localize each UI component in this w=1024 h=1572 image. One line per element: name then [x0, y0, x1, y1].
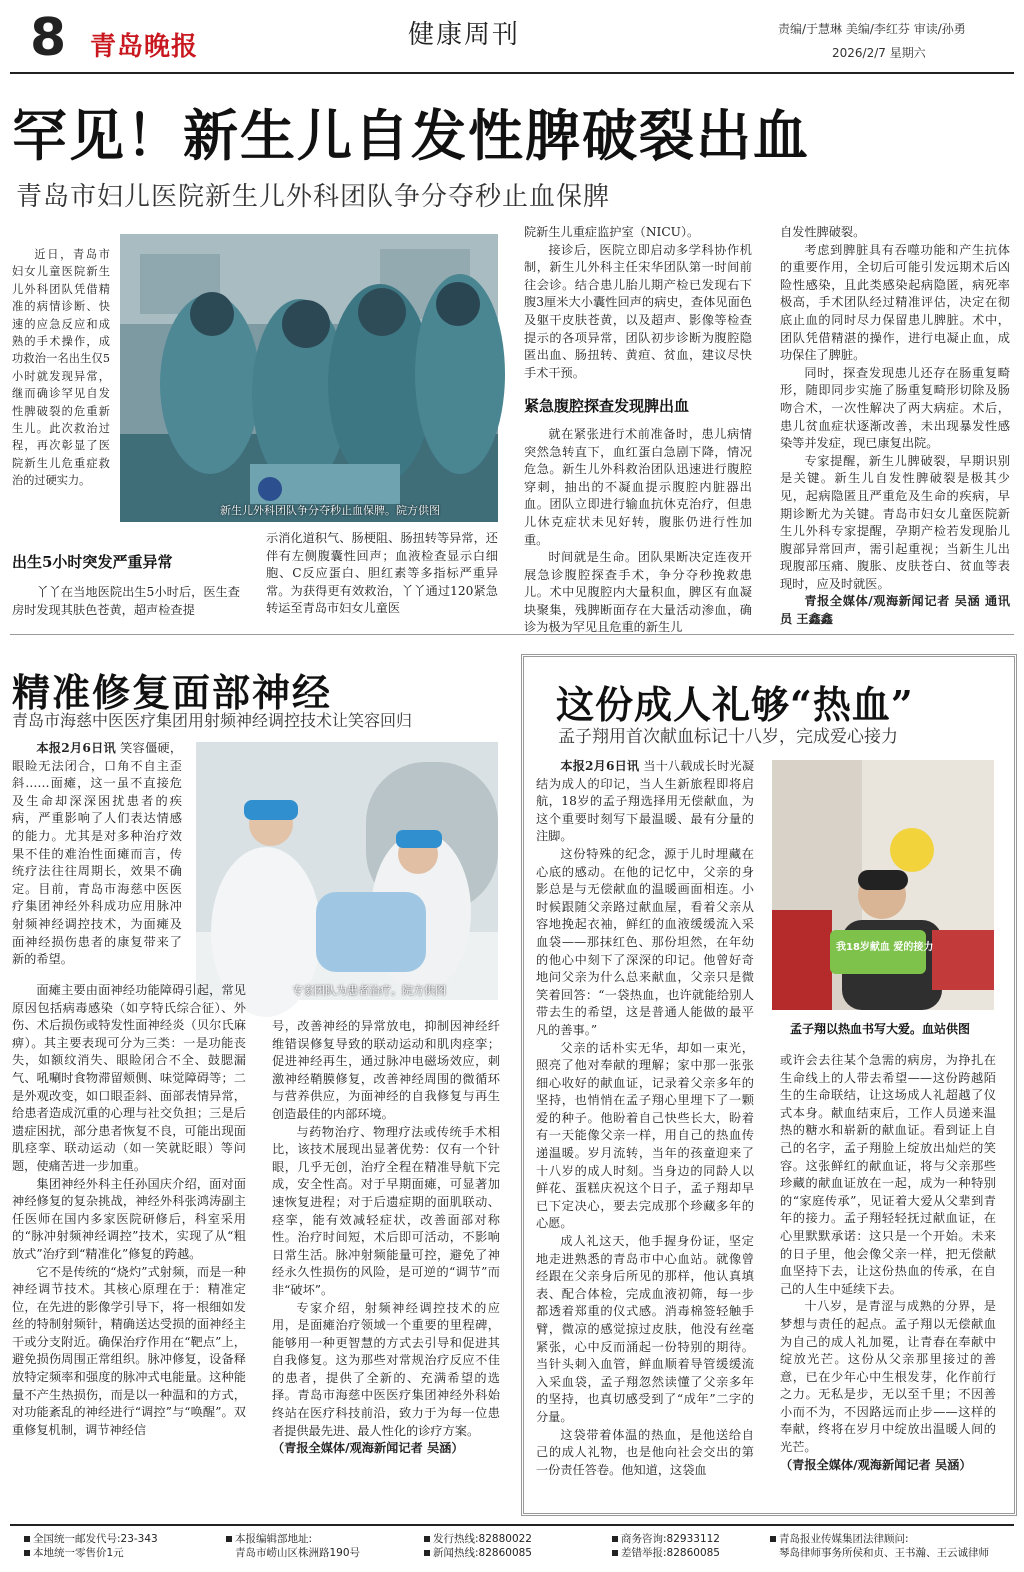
footer-block-1 [24, 1532, 158, 1560]
doctors-treatment-illustration [196, 742, 498, 1000]
article1-column-4-p3: 同时，探查发现患儿还存在肠重复畸形，随即同步实施了肠重复畸形切除及肠吻合术，一次性解决了两大病症。术后，患儿贫血症状逐渐改善，未出现暴发性感染等并发症，现已康复出院。 [780, 365, 1010, 451]
issue-date: 2026/2/7 星期六 [832, 46, 926, 60]
footer-postal-code: 全国统一邮发代号:23-343 [33, 1533, 158, 1545]
article1-column-3-p1: 院新生儿重症监护室（NICU）。 [524, 225, 700, 239]
article2-p3: 集团神经外科主任孙国庆介绍，面对面神经修复的复杂挑战，神经外科张鸿涛副主任医师在国内多家医院研修后，科室采用的“脉冲射频神经调控”技术，实现了从“粗放式”治疗到“精准化”修复的跨越。 [12, 1176, 246, 1261]
footer-distribution-hotline: 发行热线:82880022 [433, 1533, 532, 1545]
article2-photo [196, 742, 498, 1000]
article3-p1 [536, 758, 754, 846]
article2-column-1 [12, 982, 246, 1506]
article3-p5: 这袋带着体温的热血，是他送给自己的成人礼物，也是他向社会交出的第一份责任答卷。他知道，这袋血 [536, 1427, 754, 1477]
article1-column-4 [780, 224, 1010, 627]
article1-subtitle: 青岛市妇儿医院新生儿外科团队争分夺秒止血保脾 [16, 182, 611, 212]
article2-p4: 它不是传统的“烧灼”式射频，而是一种神经调节技术。其核心原理在于：精准定位，在先进的影像学引导下，将一根细如发丝的特制射频针，精确送达受损的面神经主干或分支附近。确保治疗作用在“靶点”上，避免损伤周围正常组织。脉冲修复，设备释放特定频率和强度的脉冲式电能量。这种能量不产生热损伤，而是以一种温和的方式，对功能紊乱的神经进行“调控”与“唤醒”。双重修复机制，调节神经信 [12, 1264, 246, 1437]
article3-col2-p1: 或许会去往某个急需的病房，为挣扎在生命线上的人带去希望——这份跨越陌生的生命联结，让这场成人礼超越了仪式本身。献血结束后，工作人员递来温热的糖水和崭新的献血证。看到证上自己的名字，孟子翔脸上绽放出灿烂的笑容。这张鲜红的献血证，将与父亲那些珍藏的献血证放在一起，成为一种特别的“家庭传承”，见证着大爱从父辈到青年的接力。孟子翔轻轻抚过献血证，在心里默默承诺：这只是一个开始。未来的日子里，他会像父亲一样，把无偿献血坚持下去，让这份热血的传承，在自己的人生中延续下去。 [780, 1053, 996, 1296]
article3-column-1 [536, 758, 754, 1484]
footer-address: 青岛市崂山区株洲路190号 [235, 1547, 361, 1559]
article3-photo-caption: 孟子翔以热血书写大爱。血站供图 [790, 1022, 971, 1036]
article1-column-4-p1: 自发性脾破裂。 [780, 225, 866, 239]
header-rule [10, 72, 1014, 74]
footer-address-label: 本报编辑部地址: [235, 1533, 313, 1545]
article2-col2-p1: 号，改善神经的异常放电，抑制因神经纤维错误修复导致的联动运动和肌肉痉挛；促进神经再生，通过脉冲电磁场效应，刺激神经鞘膜修复，改善神经周围的微循环与营养供应，为面神经的自我修复与再生创造最佳的内部环境。 [272, 1019, 500, 1121]
article3-p4: 成人礼这天，他手握身份证，坚定地走进熟悉的青岛市中心血站。就像曾经跟在父亲身后所见的那样，他认真填表、配合体检，完成血液初筛，每一步都透着郑重的仪式感。消毒棉签轻触手臂，微凉的感觉掠过皮肤，他没有丝毫紧张，心中反而涌起一份特别的期待。当针头刺入血管，鲜血顺着导管缓缓流入采血袋，孟子翔忽然读懂了父亲多年的坚持，也真切感受到了“成年”二字的分量。 [536, 1234, 754, 1424]
article1-subhead-1: 出生5小时突发严重异常 [12, 553, 173, 571]
article1-column-4-p2: 考虑到脾脏具有吞噬功能和产生抗体的重要作用，全切后可能引发远期术后凶险性感染，且此类感染起病隐匿，病死率极高，手术团队经过精准评估，决定在彻底止血的同时尽力保留患儿脾脏。术中，团队凭借精湛的操作，进行电凝止血，成功保住了脾脏。 [780, 242, 1010, 363]
newspaper-brand-logo: 青岛晚报 [90, 32, 199, 62]
article1-photo [120, 234, 498, 522]
article1-column-3-p3: 就在紧张进行术前准备时，患儿病情突然急转直下，血红蛋白急剧下降，情况危急。新生儿外科救治团队迅速进行腹腔穿刺，抽出的不凝血提示腹腔内脏器出血。团队立即进行输血抗休克治疗，但患儿休克症状未见好转，腹胀仍进行性加重。 [524, 426, 752, 547]
article2-col2-p2: 与药物治疗、物理疗法或传统手术相比，该技术展现出显著优势：仅有一个针眼，几乎无创，治疗全程在精准导航下完成，安全性高。对于早期面瘫，可显著加速恢复进程；对于后遗症期的面肌联动、痉挛，能有效减轻症状，改善面部对称性。治疗时间短，术后即可活动，不影响日常生活。脉冲射频能量可控，避免了神经永久性损伤的风险，是可逆的“调节”而非“破坏”。 [272, 1124, 500, 1297]
article1-column-1-text: 丫丫在当地医院出生5小时后，医生查房时发现其肤色苍黄，超声检查提 [12, 585, 240, 617]
article2-p1 [12, 740, 182, 969]
bullet-square-icon [612, 1550, 618, 1556]
article2-column-1-top [12, 740, 182, 980]
article1-headline[interactable]: 罕见！新生儿自发性脾破裂出血 [12, 103, 811, 168]
article3-byline: （青报全媒体/观海新闻记者 吴涵） [780, 1457, 972, 1472]
bullet-square-icon [770, 1536, 776, 1542]
article2-dateline: 本报2月6日讯 [36, 741, 116, 755]
bullet-square-icon [24, 1536, 30, 1542]
bullet-square-icon [424, 1536, 430, 1542]
article-divider [10, 634, 1014, 635]
article3-col2-p2: 十八岁，是青涩与成熟的分界，是梦想与责任的起点。孟子翔以无偿献血为自己的成人礼加冕，让青春在奉献中绽放光芒。这份从父亲那里接过的善意，已在少年心中生根发芽，化作前行之力。无私是步，无以至千里；不因善小而不为，不因路远而止步——这样的奉献，终将在岁月中绽放出温暖人间的光芒。 [780, 1299, 996, 1455]
footer-legal-advisors: 琴岛律师事务所侯和贞、王书瀚、王云诚律师 [779, 1547, 989, 1559]
footer-business: 商务咨询:82933112 [621, 1533, 720, 1545]
article3-photo [772, 760, 994, 1010]
footer-block-5 [770, 1532, 989, 1560]
article1-lead-text: 近日，青岛市妇女儿童医院新生儿外科团队凭借精准的病情诊断、快速的应急反应和成熟的手术操作，成功救治一名出生仅5小时就发现异常，继而确诊罕见自发性脾破裂的危重新生儿。此次救治过程，再次彰显了医院新生儿危重症救治的过硬实力。 [12, 248, 110, 488]
footer-retail-price: 本地统一零售价1元 [33, 1547, 124, 1559]
article2-col2-p3: 专家介绍，射频神经调控技术的应用，是面瘫治疗领域一个重要的里程碑，能够用一种更智慧的方式去引导和促进其自我修复。这为那些对常规治疗反应不佳的患者，提供了全新的、充满希望的选择。青岛市海慈中医医疗集团神经外科始终站在医疗科技前沿，致力于为每一位患者提供最先进、最人性化的诊疗方案。 [272, 1300, 500, 1438]
article2-photo-caption: 专家团队为患者治疗。院方供图 [292, 984, 446, 997]
article1-photo-caption: 新生儿外科团队争分夺秒止血保脾。院方供图 [220, 504, 440, 517]
article2-subtitle: 青岛市海慈中医医疗集团用射频神经调控技术让笑容回归 [12, 711, 413, 730]
article1-byline: 青报全媒体/观海新闻记者 吴涵 通讯员 王鑫鑫 [780, 594, 1010, 627]
article1-column-2-text: 示消化道积气、肠梗阻、肠扭转等异常，还伴有左侧腹囊性回声；血液检查显示白细胞、C反应蛋白、胆红素等多指标严重异常。为获得更有效救治，丫丫通过120紧急转运至青岛市妇女儿童医 [266, 531, 498, 616]
blood-donor-illustration [772, 760, 994, 1010]
editor-credits: 责编/于慧琳 美编/李红芬 审读/孙勇 [778, 22, 966, 36]
bullet-square-icon [612, 1536, 618, 1542]
bullet-square-icon [424, 1550, 430, 1556]
article1-column-1 [12, 584, 240, 624]
donation-sign-text: 我18岁献血 爱的接力 [836, 942, 934, 953]
article1-lead [12, 246, 110, 532]
article2-p2: 面瘫主要由面神经功能障碍引起，常见原因包括病毒感染（如亨特氏综合征）、外伤、术后损伤或特发性面神经炎（贝尔氏麻痹）。其主要表现可分为三类：一是功能丧失，如额纹消失、眼睑闭合不全、鼓腮漏气、吼唰时食物滞留颊侧、味觉障碍等；二是外观改变，如口眼歪斜、面部表情异常，给患者造成沉重的心理与社交负担；三是后遗症困扰，部分患者恢复不良，可能出现面肌痉挛、联动运动（如一笑就眨眼）等问题，使痛苦进一步加重。 [12, 983, 246, 1173]
article1-subhead-2: 紧急腹腔探查发现脾出血 [524, 397, 690, 416]
article2-column-2 [272, 1018, 500, 1502]
article2-byline: （青报全媒体/观海新闻记者 吴涵） [272, 1441, 464, 1456]
page-number: 8 [30, 8, 67, 68]
article2-p1-text: 笑容僵硬，眼睑无法闭合，口角不自主歪斜……面瘫，这一虽不直接危及生命却深深困扰患者的疾病，严重影响了人们表达情感的能力。尤其是对多种治疗效果不佳的难治性面瘫而言，传统疗法往往周期长，效果不确定。目前，青岛市海慈中医医疗集团神经外科成功应用脉冲射频神经调控技术，为面瘫及面神经损伤患者的康复带来了新的希望。 [12, 741, 183, 967]
footer-error-report: 差错举报:82860085 [621, 1547, 720, 1559]
surgery-team-illustration [120, 234, 498, 522]
article3-p2: 这份特殊的纪念，源于儿时埋藏在心底的感动。在他的记忆中，父亲的身影总是与无偿献血的温暖画面相连。小时候跟随父亲路过献血屋，看着父亲从容地挽起衣袖，鲜红的血液缓缓流入采血袋——那抹红色、那份坦然，在年幼的他心中刻下了深深的印记。他曾好奇地问父亲为什么总来献血，父亲只是微笑着回答：“一袋热血，也许就能给别人带去生的希望，这是普通人能做的最平凡的善事。” [536, 846, 754, 1037]
article1-column-3-p2: 接诊后，医院立即启动多学科协作机制，新生儿外科主任宋华团队第一时间前往会诊。结合患儿胎儿期产检已发现右下腹3厘米大小囊性回声的病史，查体见面色及躯干皮肤苍黄，以及超声、影像等检查提示的各项异常，团队初步诊断为腹腔隐匿出血、肠扭转、黄疸、贫血，建议尽快手术干预。 [524, 242, 752, 380]
article2-headline[interactable]: 精准修复面部神经 [12, 670, 333, 715]
footer-block-3 [424, 1532, 532, 1560]
footer-legal-advisor-label: 青岛报业传媒集团法律顾问: [779, 1533, 909, 1545]
article3-p3: 父亲的话朴实无华，却如一束光，照亮了他对奉献的理解；家中那一张张细心收好的献血证，记录着父亲多年的坚持，也悄悄在孟子翔心里埋下了一颗爱的种子。他盼着自己快些长大，盼着有一天能像父亲一样，用自己的热血传递温暖。岁月流转，当年的孩童迎来了十八岁的成人时刻。当身边的同龄人以鲜花、蛋糕庆祝这个日子，孟子翔却早已下定决心，要去完成那个珍藏多年的心愿。 [536, 1040, 754, 1231]
article3-column-2 [780, 1052, 996, 1488]
footer-block-4 [612, 1532, 720, 1560]
article3-dateline: 本报2月6日讯 [560, 759, 640, 773]
article3-headline[interactable]: 这份成人礼够“热血” [556, 682, 914, 727]
bullet-square-icon [226, 1536, 232, 1542]
footer-rule [10, 1524, 1014, 1526]
bullet-square-icon [24, 1550, 30, 1556]
footer-news-hotline: 新闻热线:82860085 [433, 1547, 532, 1559]
article1-column-3 [524, 224, 752, 635]
section-title: 健康周刊 [408, 20, 521, 50]
article1-column-3-p4: 时间就是生命。团队果断决定连夜开展急诊腹腔探查手术，争分夺秒挽救患儿。术中见腹腔内大量积血，脾区有血凝块聚集，残脾断面存在大量活动渗血，确诊为极为罕见且危重的新生儿 [524, 550, 752, 635]
article1-column-2 [266, 530, 498, 622]
footer-block-2 [226, 1532, 360, 1560]
article1-column-4-p4: 专家提醒，新生儿脾破裂，早期识别是关键。新生儿自发性脾破裂是极其少见，起病隐匿且严重危及生命的疾病，早期诊断尤为关键。青岛市妇女儿童医院新生儿外科专家提醒，孕期产检若发现胎儿腹部异常回声，需引起重视；当新生儿出现腹部压痛、腹胀、皮肤苍白、贫血等表现时，应及时就医。 [780, 453, 1010, 591]
article3-p1-text: 当十八载成长时光凝结为成人的印记，当人生新旅程即将启航，18岁的孟子翔选择用无偿献血，为这个重要时刻写下最温暖、最有分量的注脚。 [536, 759, 755, 844]
article3-subtitle: 孟子翔用首次献血标记十八岁，完成爱心接力 [558, 727, 898, 747]
